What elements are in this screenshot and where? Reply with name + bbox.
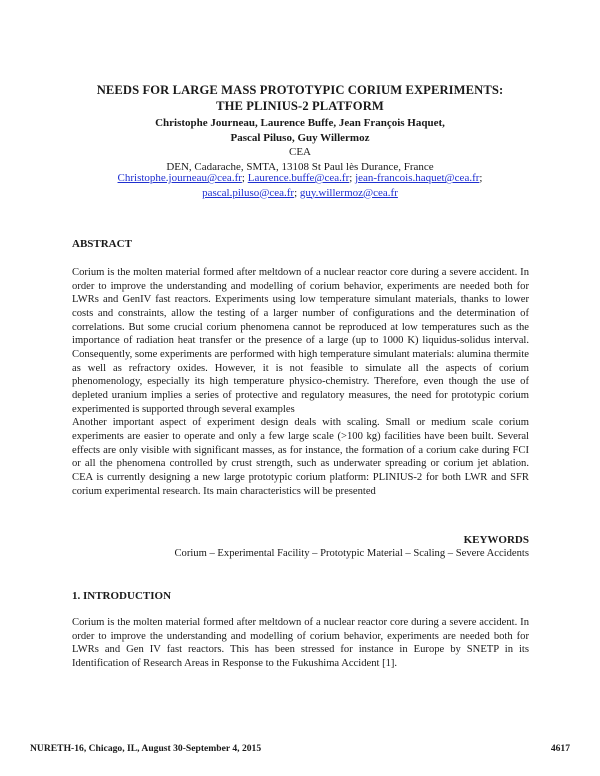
keywords-heading: KEYWORDS — [463, 534, 529, 546]
introduction-heading: 1. INTRODUCTION — [72, 590, 172, 602]
author-list — [60, 116, 540, 145]
title-line-1: NEEDS FOR LARGE MASS PROTOTYPIC CORIUM EXPERIMENTS: — [96, 83, 504, 97]
footer-page-number: 4617 — [550, 743, 570, 754]
authors-line-2: Pascal Piluso, Guy Willermoz — [230, 131, 370, 144]
affiliation-org: CEA — [289, 146, 311, 158]
email-link-journeau[interactable]: Christophe.journeau@cea.fr — [117, 172, 242, 184]
authors-line-1: Christophe Journeau, Laurence Buffe, Jean François Haquet, — [155, 117, 445, 129]
email-link-buffe[interactable]: Laurence.buffe@cea.fr — [247, 172, 350, 184]
affiliation — [60, 145, 540, 174]
paper-title — [60, 82, 540, 114]
abstract-body — [72, 266, 529, 498]
email-link-piluso[interactable]: pascal.piluso@cea.fr — [202, 186, 295, 199]
title-line-2: THE PLINIUS-2 PLATFORM — [216, 99, 384, 113]
abstract-heading: ABSTRACT — [72, 238, 132, 250]
author-emails: Christophe.journeau@cea.fr; Laurence.buffe@cea.fr; jean-francois.haquet@cea.fr; pascal.piluso@cea.fr; guy.willermoz@cea.fr — [117, 172, 483, 199]
page-footer — [30, 743, 570, 754]
email-link-haquet[interactable]: jean-francois.haquet@cea.fr — [355, 172, 480, 184]
abstract-paragraph-1: Corium is the molten material formed after meltdown of a nuclear reactor core during a severe accident. In order to improve the understanding and modelling of corium behavior, experiments are needed both for LWRs and GenIV fast reactors. Experiments using low temperature simulant materials, thanks to lower costs and constraints, allow the testing of a larger number of configurations and the determination of correlations. But some crucial corium phenomena cannot be reproduced at low temperatures such as the importance of radiation heat transfer or the presence of a large (up to 1000 K) liquidus-solidus interval. Consequently, some experiments are performed with high temperature simulant materials: alumina thermite as well as refractory oxides. However, it is not feasible to simulate all the aspects of corium phenomenology, especially its high temperature physico-chemistry. Therefore, even though the use of depleted uranium implies a series of protective and regulatory measures, the need for prototypic corium experimented is supported through several examples — [72, 267, 529, 415]
affiliation-address: DEN, Cadarache, SMTA, 13108 St Paul lès Durance, France — [166, 160, 434, 173]
keywords-list: Corium – Experimental Facility – Prototypic Material – Scaling – Severe Accidents — [174, 548, 529, 559]
email-link-willermoz[interactable]: guy.willermoz@cea.fr — [299, 186, 398, 199]
footer-conference: NURETH-16, Chicago, IL, August 30-September 4, 2015 — [30, 743, 262, 754]
abstract-paragraph-2: Another important aspect of experiment design deals with scaling. Small or medium scale corium experiments are easier to operate and only a few large scale (>100 kg) facilities have been built. Several effects are only visible with significant masses, as for instance, the formation of a corium cake during FCI or all the phenomena controlled by crust strength, such as underwater spreading or corium jet ablation. CEA is currently designing a new large prototypic corium platform: PLINIUS-2 for both LWR and SFR corium experimental research. Its main characteristics will be presented — [72, 417, 529, 497]
introduction-paragraph: Corium is the molten material formed after meltdown of a nuclear reactor core during a severe accident. In order to improve the understanding and modelling of corium behavior, experiments are needed both for LWRs and Gen IV fast reactors. This has been stressed for instance in Europe by SNETP in its Identification of Research Areas in Response to the Fukushima Accident [1]. — [72, 617, 529, 669]
introduction-body — [72, 616, 529, 671]
